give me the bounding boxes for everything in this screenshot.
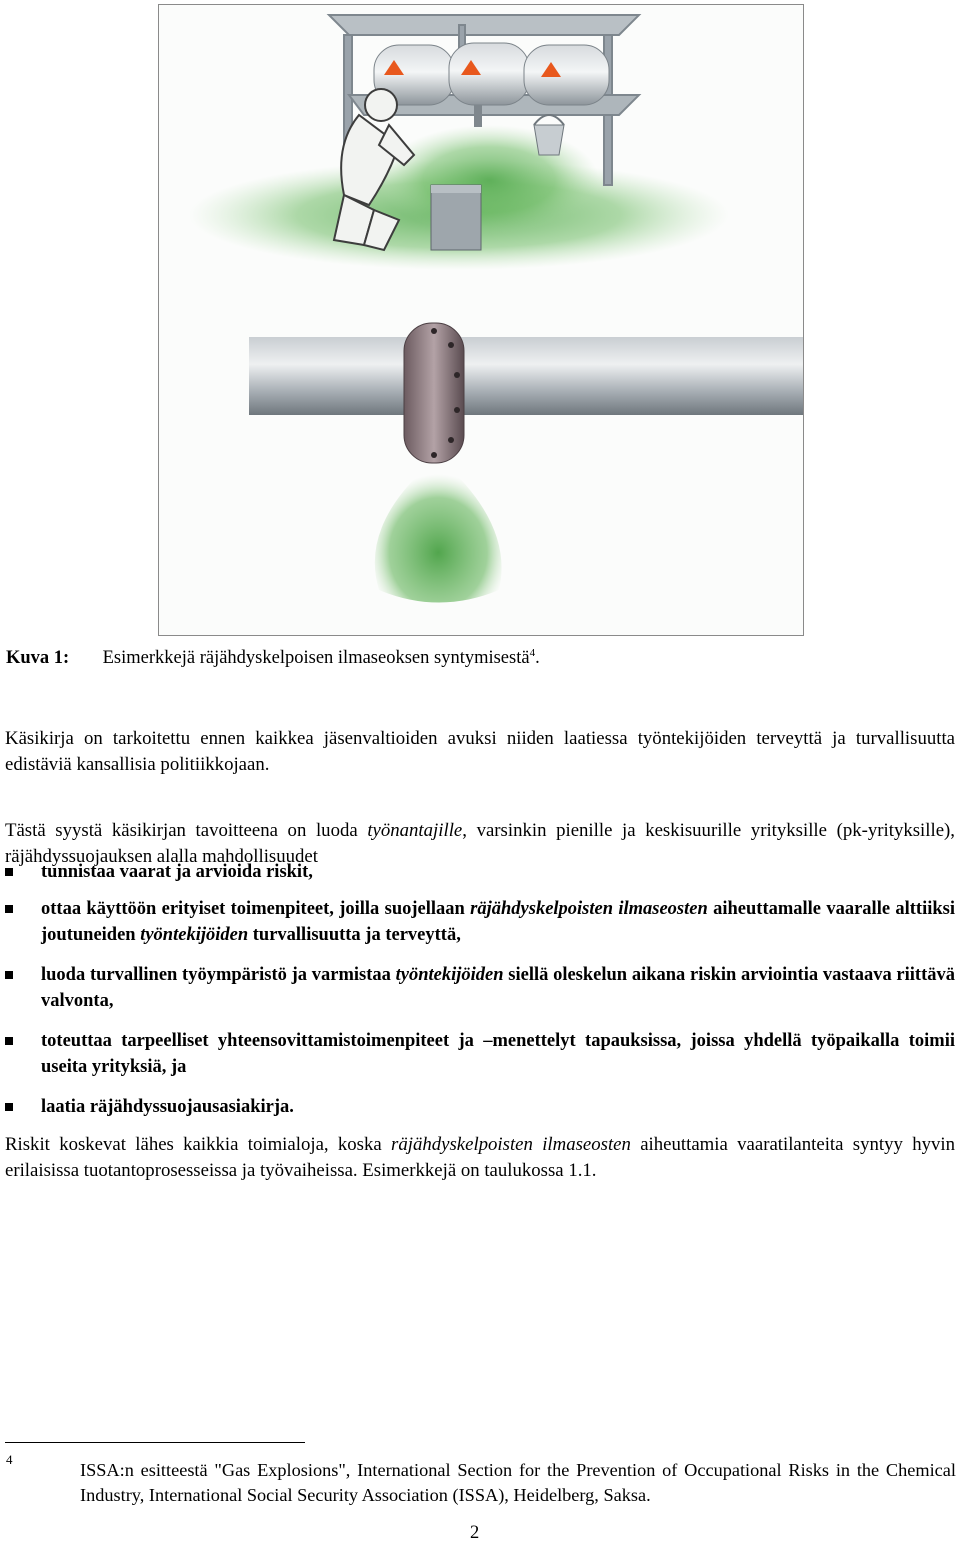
- list-item-text: [41, 896, 955, 948]
- italic-term: työnantajille: [367, 820, 463, 841]
- text-run: siellä oleskelun aikana riskin arviointia vastaava riittävä valvonta,: [41, 965, 955, 1011]
- text-run: ottaa käyttöön erityiset toimenpiteet, joilla suojellaan: [41, 899, 471, 919]
- list-item-text: [41, 962, 955, 1014]
- text-run: Riskit koskevat lähes kaikkia toimialoja, koska: [5, 1134, 392, 1155]
- square-bullet-icon: [5, 1037, 13, 1045]
- drum: [524, 45, 609, 105]
- caption-period: .: [535, 648, 540, 668]
- list-item: [5, 962, 955, 1014]
- gas-cloud: [379, 125, 599, 235]
- italic-term: työntekijöiden: [140, 925, 249, 945]
- illustration: [158, 4, 804, 636]
- square-bullet-icon: [5, 905, 13, 913]
- paragraph-risks: [5, 1132, 955, 1184]
- bucket: [534, 115, 564, 155]
- page-number: 2: [470, 1523, 480, 1543]
- text-run: Tästä syystä käsikirjan tavoitteena on luoda: [5, 820, 368, 841]
- square-bullet-icon: [5, 868, 13, 876]
- text-run: turvallisuutta ja terveyttä,: [248, 925, 461, 945]
- footnote-text: ISSA:n esitteestä "Gas Explosions", International Section for the Prevention of Occupational Risks in the Chemical Industry, International Social Security Association (ISSA), Heidelberg, Saksa.: [80, 1460, 956, 1505]
- text-run: , varsinkin pienille ja keskisuurille yrityksille (pk-yrityksille), räjähdyssuojauksen alalla mahdollisuudet: [5, 820, 955, 867]
- gas-leak-spray: [375, 460, 502, 603]
- pipe: [249, 323, 803, 463]
- list-item-text: laatia räjähdyssuojausasiakirja.: [41, 1097, 294, 1117]
- italic-term: työntekijöiden: [395, 965, 504, 985]
- list-item-text: tunnistaa vaarat ja arvioida riskit,: [41, 862, 313, 882]
- text-run: aiheuttamalle vaaralle alttiiksi joutuneiden: [41, 899, 955, 945]
- list-item: [5, 859, 955, 885]
- footnote-divider: [5, 1442, 305, 1443]
- list-item-text: toteuttaa tarpeelliset yhteensovittamistoimenpiteet ja –menettelyt tapauksissa, joissa yhdellä työpaikalla toimii useita yrityksiä, ja: [41, 1031, 955, 1077]
- list-item: [5, 1094, 955, 1120]
- caption-label: Kuva 1:: [6, 648, 70, 668]
- square-bullet-icon: [5, 971, 13, 979]
- explosive-atmosphere-illustration: [159, 5, 803, 635]
- footnote-ref: 4: [529, 646, 536, 659]
- square-bullet-icon: [5, 1103, 13, 1111]
- canister: [431, 185, 481, 250]
- caption-text: Esimerkkejä räjähdyskelpoisen ilmaseoksen syntymisestä: [102, 648, 530, 668]
- italic-term: räjähdyskelpoisten ilmaseosten: [470, 899, 708, 919]
- text-run: aiheuttamia vaaratilanteita syntyy hyvin erilaisissa tuotantoprosesseissa ja työvaiheissa. Esimerkkejä on taulukossa 1.1.: [5, 1134, 955, 1181]
- list-item: [5, 1028, 955, 1080]
- paragraph-intro: Käsikirja on tarkoitettu ennen kaikkea jäsenvaltioiden avuksi niiden laatiessa työntekijöiden terveyttä ja turvallisuutta edistäviä kansallisia politiikkojaan.: [5, 728, 955, 775]
- figure-caption: [6, 648, 540, 669]
- footnote-number: 4: [6, 1452, 13, 1467]
- italic-term: räjähdyskelpoisten ilmaseosten: [391, 1134, 631, 1155]
- list-item: [5, 896, 955, 948]
- text-run: luoda turvallinen työympäristö ja varmistaa: [41, 965, 396, 985]
